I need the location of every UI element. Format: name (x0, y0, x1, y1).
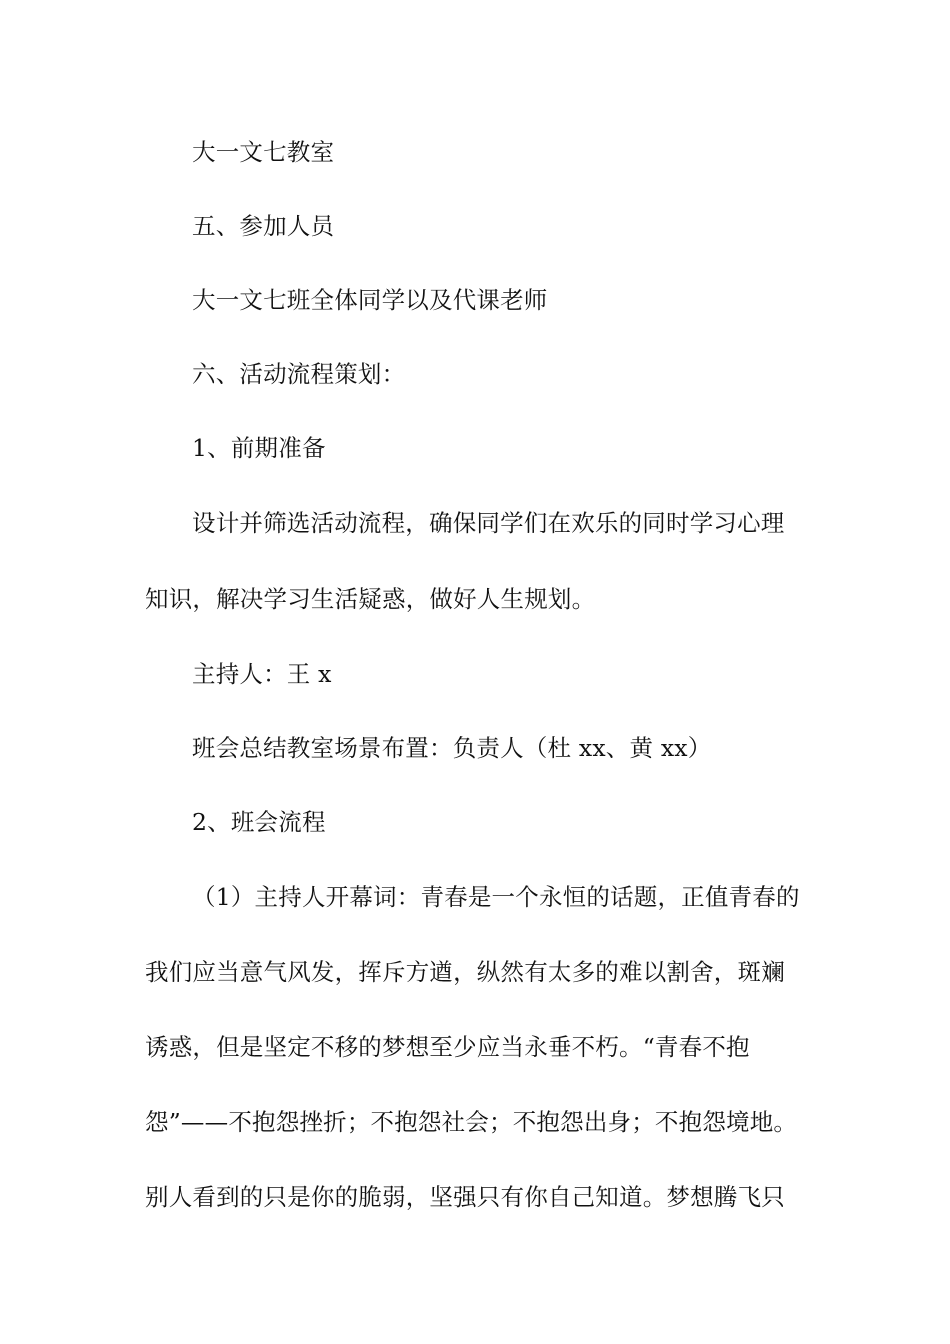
host-text: 主持人：王 x (192, 660, 332, 688)
paragraph-line: 别人看到的只是你的脆弱，坚强只有你自己知道。梦想腾飞只 (145, 1183, 785, 1211)
paragraph-line: 我们应当意气风发，挥斥方遒，纵然有太多的难以割舍，斑斓 (145, 958, 785, 986)
subheading-preparation: 1、前期准备 (192, 434, 326, 462)
setup-responsible-text: 班会总结教室场景布置：负责人（杜 xx、黄 xx） (192, 734, 712, 762)
section-heading-activity-flow: 六、活动流程策划： (192, 360, 406, 388)
paragraph-line: 设计并筛选活动流程，确保同学们在欢乐的同时学习心理 (192, 509, 785, 537)
location-text: 大一文七教室 (192, 138, 335, 166)
section-heading-participants: 五、参加人员 (192, 212, 335, 240)
subheading-meeting-flow: 2、班会流程 (192, 808, 326, 836)
paragraph-line: 知识，解决学习生活疑惑，做好人生规划。 (145, 585, 596, 613)
paragraph-line: 怨”——不抱怨挫折；不抱怨社会；不抱怨出身；不抱怨境地。 (145, 1108, 798, 1136)
paragraph-line: 诱惑，但是坚定不移的梦想至少应当永垂不朽。“青春不抱 (145, 1033, 750, 1061)
participants-text: 大一文七班全体同学以及代课老师 (192, 286, 548, 314)
paragraph-line: （1）主持人开幕词：青春是一个永恒的话题，正值青春的 (192, 883, 800, 911)
